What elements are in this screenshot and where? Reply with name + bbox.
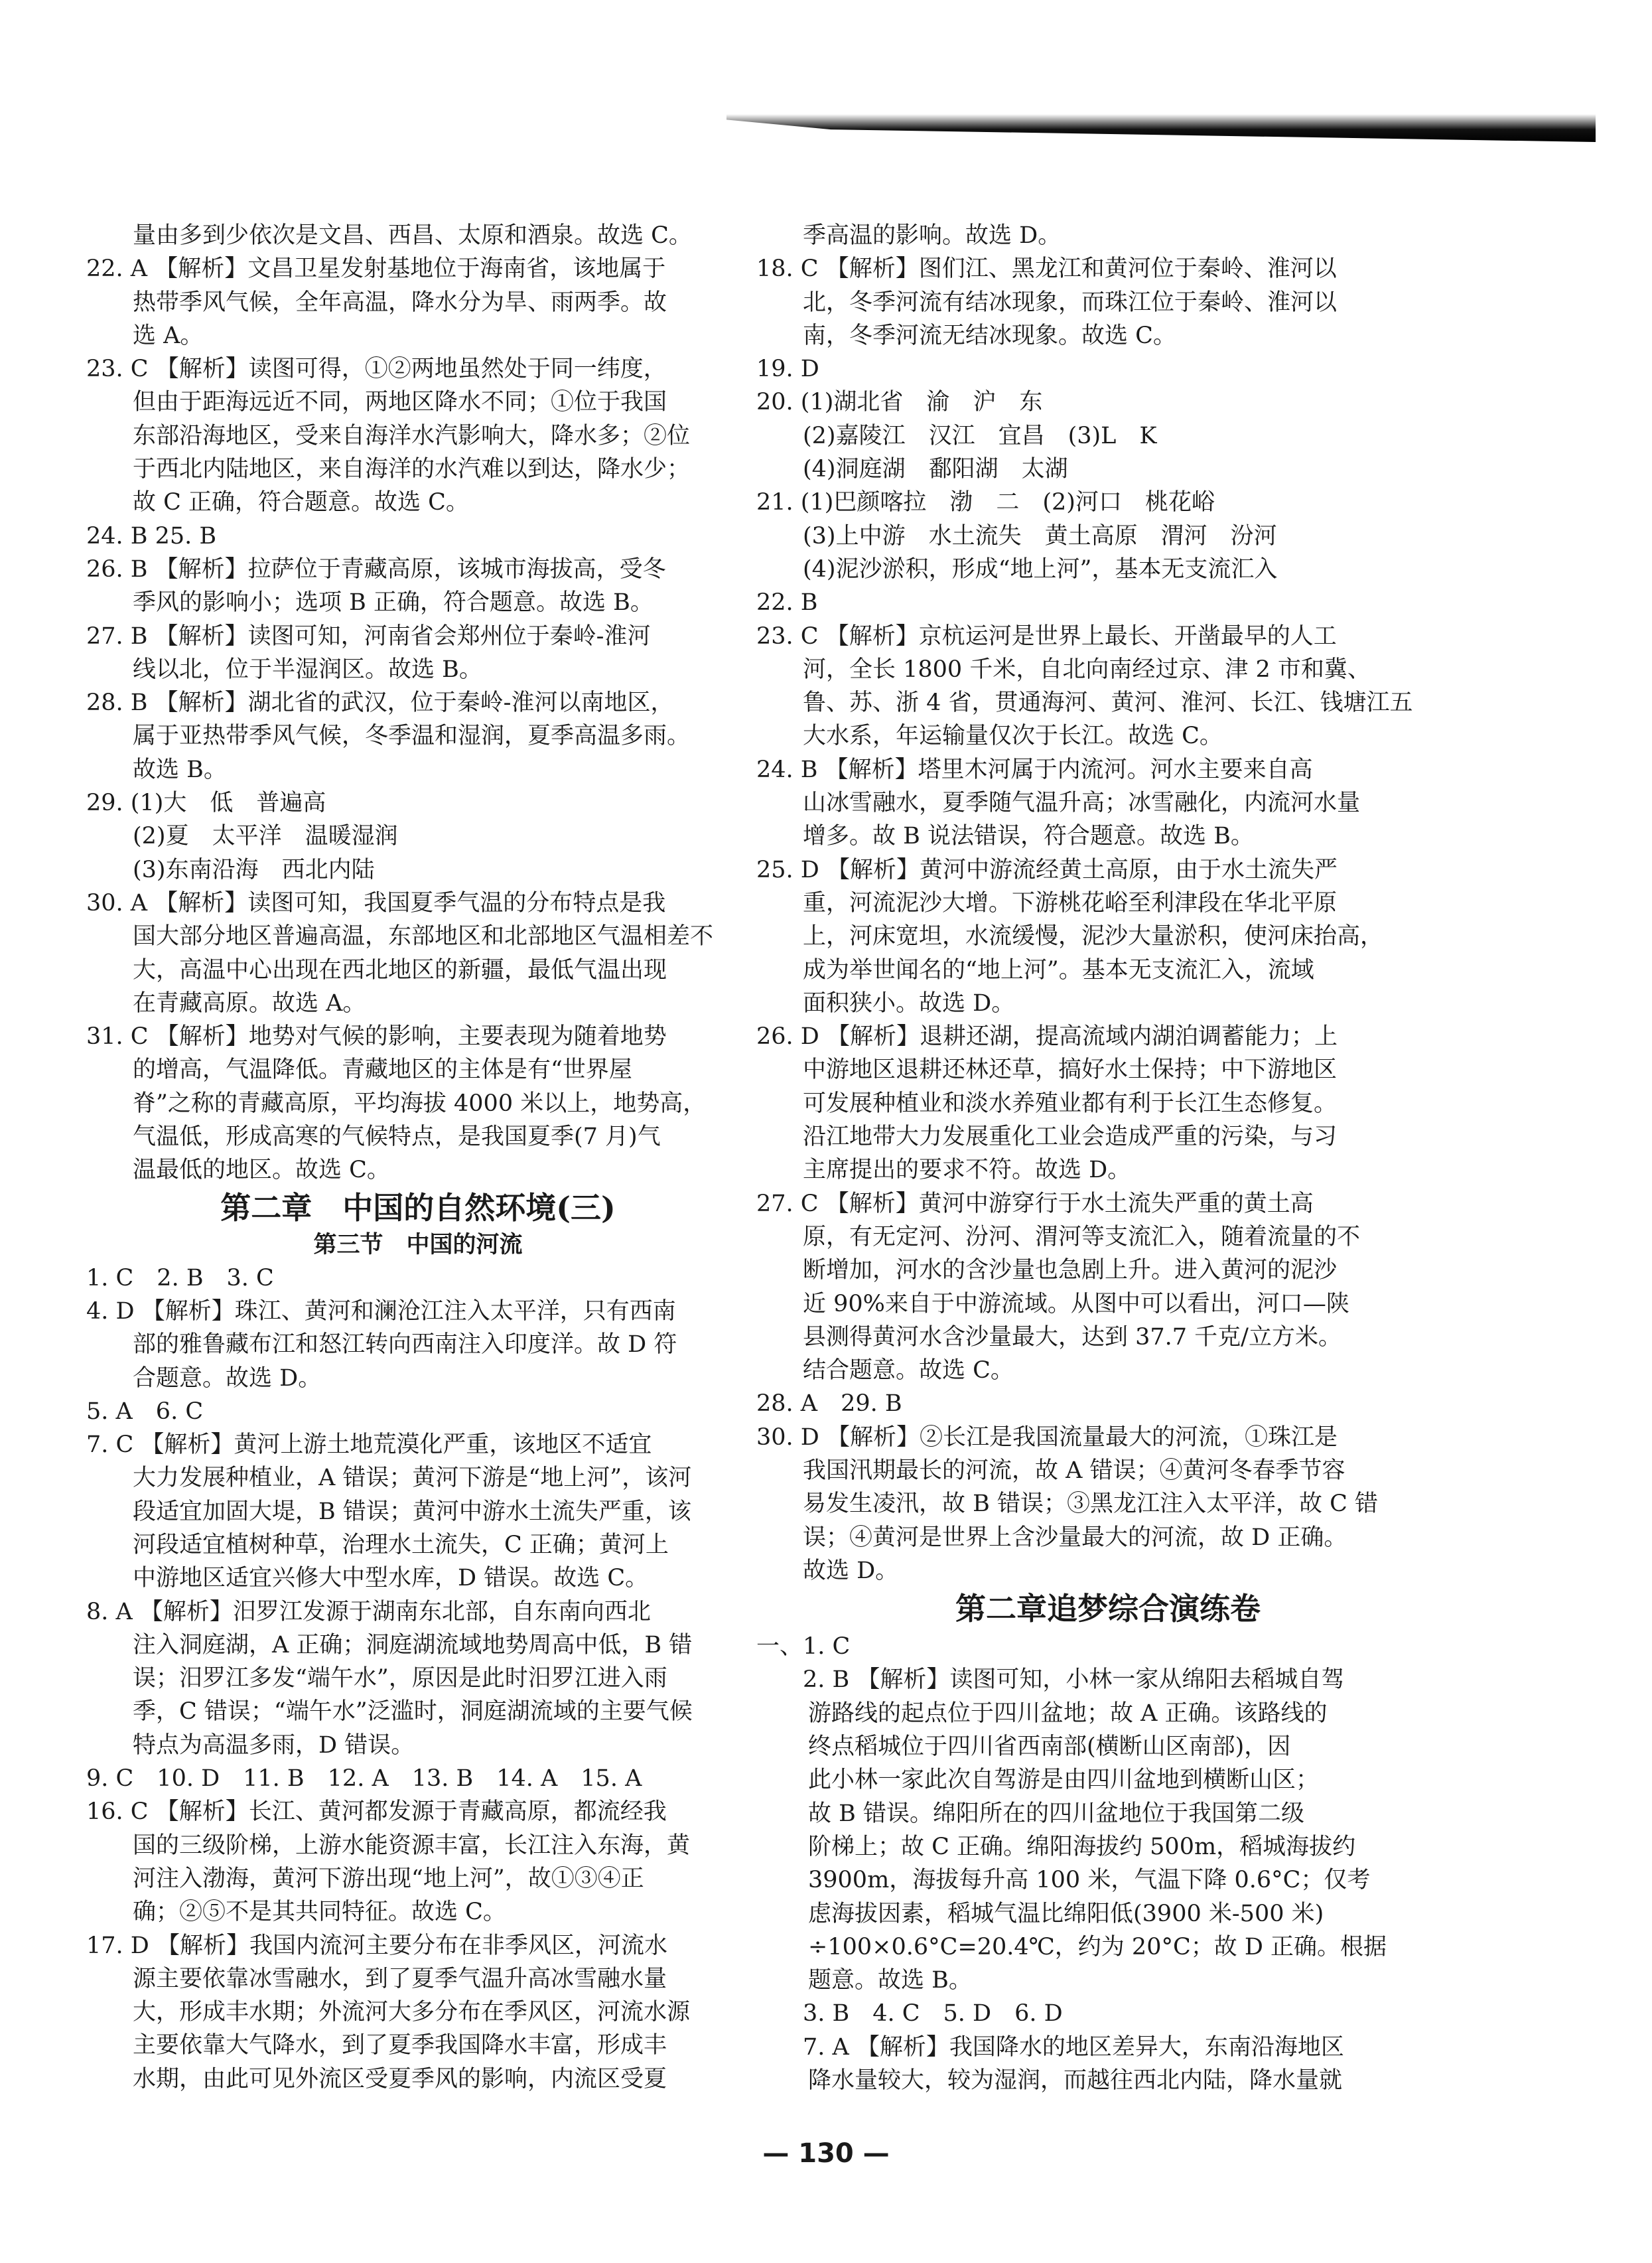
answer-line: 东部沿海地区，受来自海洋水汽影响大，降水多；②位: [133, 422, 691, 449]
answer-line: 温最低的地区。故选 C。: [133, 1157, 390, 1184]
answer-line: 选 A。: [133, 322, 204, 349]
answer-line: 水期，由此可见外流区受夏季风的影响，内流区受夏: [133, 2065, 667, 2092]
answer-line: 30. D 【解析】②长江是我国流量最大的河流，①珠江是: [756, 1424, 1338, 1451]
answer-line: 25. D 【解析】黄河中游流经黄土高原，由于水土流失严: [756, 856, 1338, 883]
answer-line: 中游地区适宜兴修大中型水库，D 错误。故选 C。: [133, 1565, 649, 1592]
answer-line: 故选 B。: [133, 756, 227, 783]
answer-line: 在青藏高原。故选 A。: [133, 989, 366, 1017]
answer-line: 28. B 【解析】湖北省的武汉，位于秦岭-淮河以南地区，: [86, 690, 674, 717]
answer-line: 19. D: [756, 356, 819, 383]
answer-line: 22. B: [756, 589, 818, 617]
answer-line: 易发生凌汛，故 B 错误；③黑龙江注入太平洋，故 C 错: [803, 1491, 1379, 1518]
answer-line: 北，冬季河流有结冰现象，而珠江位于秦岭、淮河以: [803, 289, 1338, 316]
exam-title: 第二章追梦综合演练卷: [955, 1591, 1261, 1627]
answer-line: (3)上中游 水土流失 黄土高原 渭河 汾河: [803, 522, 1277, 549]
answer-line: 确；②⑤不是其共同特征。故选 C。: [133, 1899, 506, 1926]
answer-line: 23. C 【解析】京杭运河是世界上最长、开凿最早的人工: [756, 622, 1337, 650]
answer-line: 阶梯上；故 C 正确。绵阳海拔约 500m，稻城海拔约: [808, 1833, 1356, 1860]
chapter-heading: 第二章 中国的自然环境(三): [220, 1189, 616, 1226]
answer-line: 原，有无定河、汾河、渭河等支流汇入，随着流量的不: [803, 1223, 1361, 1250]
header-decoration-bar: [726, 114, 1596, 142]
answer-line: 18. C 【解析】图们江、黑龙江和黄河位于秦岭、淮河以: [756, 256, 1337, 283]
answer-line: 24. B 【解析】塔里木河属于内流河。河水主要来自高: [756, 756, 1313, 783]
answer-line: 误；汨罗江多发“端午水”，原因是此时汨罗江进入雨: [133, 1665, 667, 1692]
answer-line: 4. D 【解析】珠江、黄河和澜沧江注入太平洋，只有西南: [86, 1297, 676, 1325]
answer-line: 于西北内陆地区，来自海洋的水汽难以到达，降水少；: [133, 456, 691, 483]
answer-line: 段适宜加固大堤，B 错误；黄河中游水土流失严重，该: [133, 1498, 691, 1525]
answer-line: 31. C 【解析】地势对气候的影响，主要表现为随着地势: [86, 1023, 667, 1051]
answer-line: 27. C 【解析】黄河中游穿行于水土流失严重的黄土高: [756, 1190, 1314, 1217]
answer-line: 部的雅鲁藏布江和怒江转向西南注入印度洋。故 D 符: [133, 1331, 677, 1358]
answer-line: 热带季风气候，全年高温，降水分为旱、雨两季。故: [133, 289, 667, 316]
answer-line: (4)洞庭湖 鄱阳湖 太湖: [803, 456, 1068, 483]
answer-line: 24. B 25. B: [86, 522, 217, 549]
answer-line: 中游地区退耕还林还草，搞好水土保持；中下游地区: [803, 1057, 1338, 1084]
answer-line: 线以北，位于半湿润区。故选 B。: [133, 656, 482, 683]
answer-line: 28. A 29. B: [756, 1390, 902, 1418]
answer-line: 合题意。故选 D。: [133, 1364, 322, 1392]
answer-line: 1. C 2. B 3. C: [86, 1264, 274, 1291]
answer-line: 季，C 错误；“端午水”泛滥时，洞庭湖流域的主要气候: [133, 1698, 693, 1725]
answer-line: 虑海拔因素，稻城气温比绵阳低(3900 米-500 米): [808, 1900, 1324, 1927]
answer-line: 27. B 【解析】读图可知，河南省会郑州位于秦岭-淮河: [86, 622, 651, 650]
answer-line: 河，全长 1800 千米，自北向南经过京、津 2 市和冀、: [803, 656, 1371, 683]
answer-line: 我国汛期最长的河流，故 A 错误；④黄河冬春季节容: [803, 1457, 1345, 1484]
answer-line: 8. A 【解析】汨罗江发源于湖南东北部，自东南向西北: [86, 1598, 651, 1625]
answer-line: 故 C 正确，符合题意。故选 C。: [133, 489, 469, 516]
answer-line: 20. (1)湖北省 渝 沪 东: [756, 389, 1043, 416]
answer-line: 29. (1)大 低 普遍高: [86, 790, 326, 817]
answer-line: 可发展种植业和淡水养殖业都有利于长江生态修复。: [803, 1090, 1338, 1117]
right-column: [756, 219, 1420, 2097]
answer-line: 大力发展种植业，A 错误；黄河下游是“地上河”，该河: [133, 1465, 692, 1492]
answer-line: 国大部分地区普遍高温，东部地区和北部地区气温相差不: [133, 923, 714, 950]
answer-line: 主要依靠大气降水，到了夏季我国降水丰富，形成丰: [133, 2032, 667, 2059]
answer-line: 大，形成丰水期；外流河大多分布在季风区，河流水源: [133, 1999, 691, 2026]
answer-line: 一、1. C: [756, 1633, 851, 1660]
answer-line: 5. A 6. C: [86, 1398, 204, 1425]
answer-line: 16. C 【解析】长江、黄河都发源于青藏高原，都流经我: [86, 1798, 667, 1826]
answer-line: ÷100×0.6°C=20.4℃，约为 20°C；故 D 正确。根据: [808, 1933, 1387, 1960]
answer-line: 山冰雪融水，夏季随气温升高；冰雪融化，内流河水量: [803, 790, 1361, 817]
answer-line: 23. C 【解析】读图可得，①②两地虽然处于同一纬度，: [86, 356, 667, 383]
answer-line: 3. B 4. C 5. D 6. D: [803, 2000, 1063, 2027]
answer-line: 重，河流泥沙大增。下游桃花峪至利津段在华北平原: [803, 889, 1338, 916]
answer-line: (3)东南沿海 西北内陆: [133, 856, 375, 883]
answer-line: 鲁、苏、浙 4 省，贯通海河、黄河、淮河、长江、钱塘江五: [803, 690, 1413, 717]
answer-line: 大水系，年运输量仅次于长江。故选 C。: [803, 723, 1223, 750]
answer-line: 故 B 错误。绵阳所在的四川盆地位于我国第二级: [808, 1800, 1304, 1827]
answer-line: (2)夏 太平洋 温暖湿润: [133, 823, 398, 850]
answer-line: 季高温的影响。故选 D。: [803, 222, 1062, 249]
answer-line: 源主要依靠冰雪融水，到了夏季气温升高冰雪融水量: [133, 1965, 667, 1992]
answer-line: 7. C 【解析】黄河上游土地荒漠化严重，该地区不适宜: [86, 1431, 652, 1459]
answer-line: 3900m，海拔每升高 100 米，气温下降 0.6°C；仅考: [808, 1867, 1371, 1894]
answer-line: 县测得黄河水含沙量最大，达到 37.7 千克/立方米。: [803, 1323, 1342, 1350]
answer-line: 2. B 【解析】读图可知，小林一家从绵阳去稻城自驾: [803, 1666, 1345, 1694]
answer-line: 河段适宜植树种草，治理水土流失，C 正确；黄河上: [133, 1531, 669, 1558]
answer-line: 题意。故选 B。: [808, 1967, 972, 1994]
answer-line: 面积狭小。故选 D。: [803, 989, 1015, 1017]
answer-line: 7. A 【解析】我国降水的地区差异大，东南沿海地区: [803, 2033, 1344, 2061]
answer-line: (2)嘉陵江 汉江 宜昌 (3)L K: [803, 422, 1157, 449]
answer-line: 量由多到少依次是文昌、西昌、太原和酒泉。故选 C。: [133, 222, 692, 249]
answer-line: 气温低，形成高寒的气候特点，是我国夏季(7 月)气: [133, 1124, 661, 1151]
section-heading: 第三节 中国的河流: [313, 1231, 523, 1258]
answer-line: 近 90%来自于中游流域。从图中可以看出，河口—陕: [803, 1290, 1349, 1317]
answer-line: 此小林一家此次自驾游是由四川盆地到横断山区；: [808, 1767, 1320, 1794]
answer-line: 的增高，气温降低。青藏地区的主体是有“世界屋: [133, 1057, 632, 1084]
answer-line: 大，高温中心出现在西北地区的新疆，最低气温出现: [133, 956, 667, 984]
answer-line: 成为举世闻名的“地上河”。基本无支流汇入，流域: [803, 956, 1314, 984]
answer-line: 26. B 【解析】拉萨位于青藏高原，该城市海拔高，受冬: [86, 555, 666, 583]
answer-line: 终点稻城位于四川省西南部(横断山区南部)，因: [808, 1733, 1291, 1761]
answer-line: 国的三级阶梯，上游水能资源丰富，长江注入东海，黄: [133, 1832, 691, 1859]
answer-line: 17. D 【解析】我国内流河主要分布在非季风区，河流水: [86, 1932, 667, 1959]
answer-line: 但由于距海远近不同，两地区降水不同；①位于我国: [133, 389, 667, 416]
page-number: — 130 —: [762, 2138, 890, 2169]
answer-line: 季风的影响小；选项 B 正确，符合题意。故选 B。: [133, 589, 654, 617]
answer-line: 沿江地带大力发展重化工业会造成严重的污染，与习: [803, 1124, 1338, 1151]
answer-line: 上，河床宽坦，水流缓慢，泥沙大量淤积，使河床抬高，: [803, 923, 1384, 950]
answer-line: 增多。故 B 说法错误，符合题意。故选 B。: [803, 823, 1254, 850]
answer-line: 故选 D。: [803, 1557, 899, 1584]
answer-line: 游路线的起点位于四川盆地；故 A 正确。该路线的: [808, 1700, 1328, 1727]
answer-line: 主席提出的要求不符。故选 D。: [803, 1157, 1131, 1184]
answer-line: 河注入渤海，黄河下游出现“地上河”，故①③④正: [133, 1865, 644, 1892]
answer-line: 9. C 10. D 11. B 12. A 13. B 14. A 15. A: [86, 1765, 642, 1792]
answer-line: 属于亚热带季风气候，冬季温和湿润，夏季高温多雨。: [133, 723, 691, 750]
left-column: [86, 219, 750, 2096]
answer-line: 南，冬季河流无结冰现象。故选 C。: [803, 322, 1176, 349]
answer-line: (4)泥沙淤积，形成“地上河”，基本无支流汇入: [803, 555, 1278, 583]
answer-line: 结合题意。故选 C。: [803, 1357, 1014, 1384]
answer-line: 脊”之称的青藏高原，平均海拔 4000 米以上，地势高，: [133, 1090, 707, 1117]
answer-line: 特点为高温多雨，D 错误。: [133, 1731, 415, 1759]
answer-line: 注入洞庭湖，A 正确；洞庭湖流域地势周高中低，B 错: [133, 1631, 693, 1658]
answer-line: 22. A 【解析】文昌卫星发射基地位于海南省，该地属于: [86, 256, 666, 283]
answer-line: 降水量较大，较为湿润，而越往西北内陆，降水量就: [808, 2067, 1343, 2094]
answer-line: 30. A 【解析】读图可知，我国夏季气温的分布特点是我: [86, 889, 666, 916]
answer-line: 断增加，河水的含沙量也急剧上升。进入黄河的泥沙: [803, 1257, 1338, 1284]
answer-line: 误；④黄河是世界上含沙量最大的河流，故 D 正确。: [803, 1524, 1347, 1551]
answer-line: 21. (1)巴颜喀拉 渤 二 (2)河口 桃花峪: [756, 489, 1215, 516]
answer-line: 26. D 【解析】退耕还湖，提高流域内湖泊调蓄能力；上: [756, 1023, 1338, 1051]
